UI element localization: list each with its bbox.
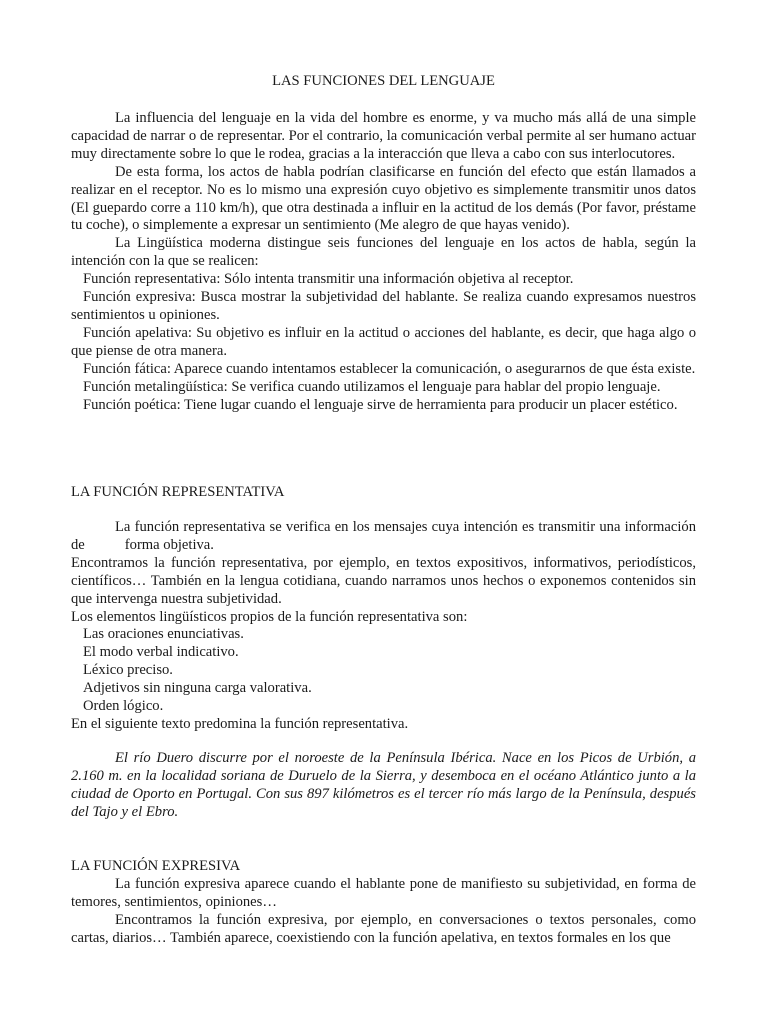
list-item: Las oraciones enunciativas. [83,626,244,643]
list-item: Función apelativa: Su objetivo es influir en la actitud o acciones del hablante, es decir, que haga algo o que piense de otra manera. [71,324,696,359]
intro-paragraph-2: De esta forma, los actos de habla podrían clasificarse en función del efecto que están llamados a realizar en el receptor. No es lo mismo una expresión cuyo objetivo es simplemente transmitir unos datos (El guepardo corre a 110 km/h), que otra destinada a influir en la actitud de los demás (Por favor, préstame tu coche), o simplemente a expresar un sentimiento (Me alegro de que hayas venido). [71,163,696,234]
document-title: LAS FUNCIONES DEL LENGUAJE [272,73,495,89]
representativa-paragraph-4: En el siguiente texto predomina la función representativa. [71,715,409,732]
list-item: Adjetivos sin ninguna carga valorativa. [83,680,312,697]
list-item: Función fática: Aparece cuando intentamos establecer la comunicación, o asegurarnos de que ésta existe. [83,360,696,377]
expresiva-paragraph-2: Encontramos la función expresiva, por ejemplo, en conversaciones o textos personales, como cartas, diarios… También aparece, coexistiendo con la función apelativa, en textos formales en los que [71,911,696,946]
document-title-block [71,73,696,91]
list-item: Léxico preciso. [83,662,173,679]
list-item: El modo verbal indicativo. [83,644,239,661]
intro-paragraph-1: La influencia del lenguaje en la vida del hombre es enorme, y va mucho más allá de una simple capacidad de narrar o de representar. Por el contrario, la comunicación verbal permite al ser humano actuar muy directamente sobre lo que le rodea, gracias a la interacción que lleva a cabo con sus interlocutores. [71,110,696,162]
representativa-body [71,519,696,734]
list-item: Función representativa: Sólo intenta transmitir una información objetiva al receptor. [83,271,574,288]
list-item: Función expresiva: Busca mostrar la subjetividad del hablante. Se realiza cuando expresamos nuestros sentimientos u opiniones. [71,289,696,323]
list-item: Orden lógico. [83,698,164,715]
section-heading-expresiva: LA FUNCIÓN EXPRESIVA [71,858,241,874]
representativa-paragraph-1: La función representativa se verifica en los mensajes cuya intención es transmitir una información de forma objetiva. [71,519,696,553]
list-item: Función poética: Tiene lugar cuando el lenguaje sirve de herramienta para producir un placer estético. [83,396,678,413]
quote-section [71,750,696,822]
expresiva-paragraph-1: La función expresiva aparece cuando el hablante pone de manifiesto su subjetividad, en forma de temores, sentimientos, opiniones… [71,875,696,910]
representativa-section [71,484,696,502]
representativa-paragraph-3: Los elementos lingüísticos propios de la función representativa son: [71,608,468,625]
section-heading-representativa: LA FUNCIÓN REPRESENTATIVA [71,484,285,500]
example-quote: El río Duero discurre por el noroeste de la Península Ibérica. Nace en los Picos de Urbión, a 2.160 m. en la localidad soriana de Duruelo de la Sierra, y desemboca en el océano Atlántico junto a la ciudad de Oporto en Portugal. Con sus 897 kilómetros es el tercer río más largo de la Península, después del Tajo y el Ebro. [71,750,696,820]
representativa-paragraph-2: Encontramos la función representativa, por ejemplo, en textos expositivos, informativos, periodísticos, científicos… También en la lengua cotidiana, cuando narramos unos hechos o exponemos contenidos sin que intervenga nuestra subjetividad. [71,554,696,607]
list-item: Función metalingüística: Se verifica cuando utilizamos el lenguaje para hablar del propio lenguaje. [83,378,661,395]
intro-section [71,110,696,414]
expresiva-section [71,858,696,948]
intro-paragraph-3: La Lingüística moderna distingue seis funciones del lenguaje en los actos de habla, según la intención con la que se realicen: [71,235,696,270]
